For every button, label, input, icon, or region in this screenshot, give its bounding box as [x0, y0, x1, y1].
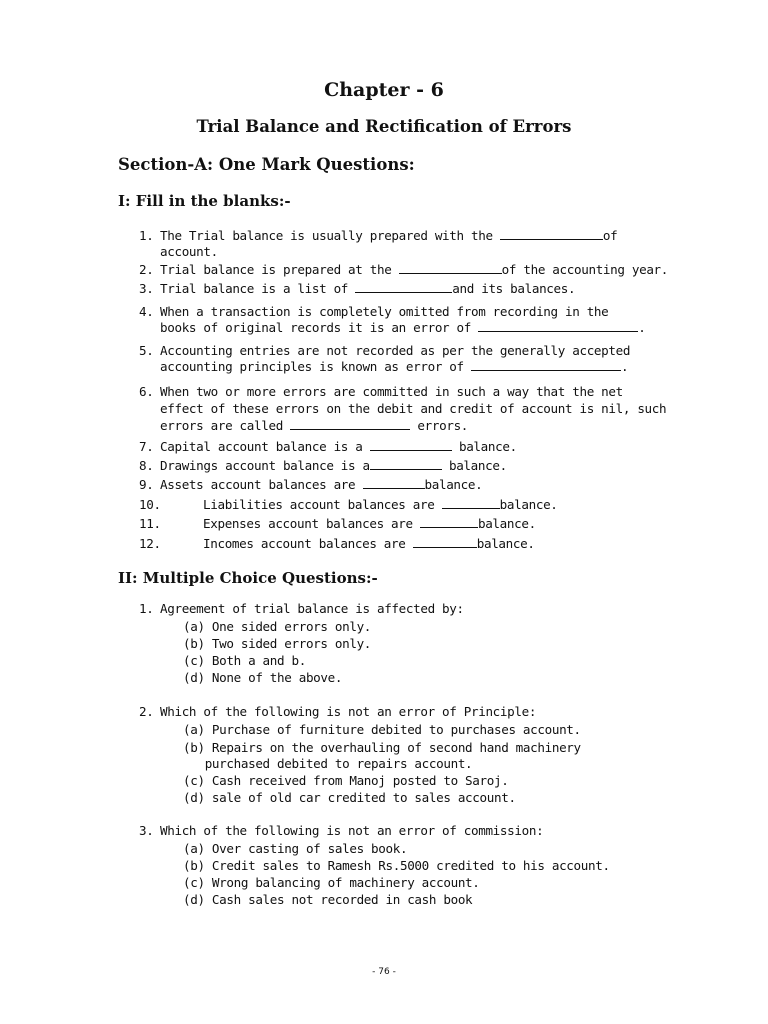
question-number: 1.: [139, 601, 154, 616]
answer-blank: [420, 516, 478, 528]
question-text: Trial balance is prepared at the: [160, 262, 399, 277]
list-item: [160, 458, 507, 474]
list-item: [160, 281, 575, 297]
list-item: When a transaction is completely omitted from recording in the: [160, 304, 609, 319]
answer-blank: [471, 359, 621, 371]
option-d: (d) Cash sales not recorded in cash book: [183, 892, 473, 907]
question-number: 1.: [139, 228, 154, 243]
list-item: When two or more errors are committed in such a way that the net: [160, 384, 623, 399]
answer-blank: [370, 458, 442, 470]
question-continuation: [160, 418, 468, 434]
question-number: 4.: [139, 304, 154, 319]
question-number: 12.: [139, 536, 161, 551]
question-text: balance.: [499, 497, 558, 512]
option-b: (b) Repairs on the overhauling of second hand machinery: [183, 740, 581, 755]
question-continuation: [160, 320, 645, 336]
option-d: (d) None of the above.: [183, 670, 343, 685]
question-text: balance.: [451, 439, 517, 454]
question-text: .: [638, 320, 646, 335]
question-text: books of original records it is an error of: [160, 320, 479, 335]
question-text: of the accounting year.: [501, 262, 669, 277]
question-text: Trial balance is a list of: [160, 281, 356, 296]
option-c: (c) Wrong balancing of machinery account.: [183, 875, 480, 890]
fill-blanks-heading: I: Fill in the blanks:-: [118, 192, 291, 210]
question-text: Capital account balance is a: [160, 439, 370, 454]
option-a: (a) Purchase of furniture debited to purchases account.: [183, 722, 581, 737]
list-item: [203, 497, 558, 513]
question-text: Which of the following is not an error of Principle:: [160, 704, 537, 719]
list-item: [203, 516, 536, 532]
question-text: Assets account balances are: [160, 477, 363, 492]
question-number: 11.: [139, 516, 161, 531]
question-text: balance.: [477, 516, 536, 531]
question-text: Incomes account balances are: [203, 536, 413, 551]
question-number: 6.: [139, 384, 154, 399]
question-text: Which of the following is not an error of commission:: [160, 823, 544, 838]
question-continuation: effect of these errors on the debit and credit of account is nil, such: [160, 401, 667, 416]
answer-blank: [290, 418, 410, 430]
option-b: (b) Credit sales to Ramesh Rs.5000 credited to his account.: [183, 858, 610, 873]
question-text: Expenses account balances are: [203, 516, 420, 531]
question-number: 8.: [139, 458, 154, 473]
question-number: 3.: [139, 281, 154, 296]
answer-blank: [355, 281, 452, 293]
list-item: [160, 439, 517, 455]
question-number: 7.: [139, 439, 154, 454]
answer-blank: [370, 439, 452, 451]
question-text: balance.: [424, 477, 483, 492]
question-text: .: [620, 359, 629, 374]
answer-blank: [399, 262, 502, 274]
list-item: [160, 262, 668, 278]
question-text: Agreement of trial balance is affected by:: [160, 601, 464, 616]
list-item: [203, 536, 535, 552]
question-number: 3.: [139, 823, 154, 838]
question-text: and its balances.: [452, 281, 576, 296]
list-item: [160, 228, 617, 244]
question-text: errors.: [410, 418, 469, 433]
question-continuation: account.: [160, 244, 218, 259]
question-text: accounting principles is known as error of: [160, 359, 471, 374]
answer-blank: [363, 477, 425, 489]
answer-blank: [442, 497, 500, 509]
question-number: 5.: [139, 343, 154, 358]
answer-blank: [500, 228, 603, 240]
option-d: (d) sale of old car credited to sales account.: [183, 790, 516, 805]
option-a: (a) Over casting of sales book.: [183, 841, 408, 856]
option-a: (a) One sided errors only.: [183, 619, 372, 634]
question-text: balance.: [476, 536, 535, 551]
question-text: balance.: [441, 458, 507, 473]
option-c: (c) Cash received from Manoj posted to Saroj.: [183, 773, 509, 788]
question-number: 2.: [139, 704, 154, 719]
page-number: - 76 -: [372, 967, 396, 977]
question-number: 9.: [139, 477, 154, 492]
section-heading: Section-A: One Mark Questions:: [118, 155, 415, 174]
question-text: The Trial balance is usually prepared with the: [160, 228, 500, 243]
mcq-heading: II: Multiple Choice Questions:-: [118, 569, 378, 587]
question-text: Liabilities account balances are: [203, 497, 442, 512]
option-b: (b) Two sided errors only.: [183, 636, 372, 651]
answer-blank: [413, 536, 477, 548]
question-text: errors are called: [160, 418, 291, 433]
question-number: 2.: [139, 262, 154, 277]
question-text: of: [602, 228, 618, 243]
question-continuation: [160, 359, 628, 375]
option-b-continuation: purchased debited to repairs account.: [183, 756, 473, 771]
list-item: Accounting entries are not recorded as per the generally accepted: [160, 343, 631, 358]
question-number: 10.: [139, 497, 161, 512]
question-text: Drawings account balance is a: [160, 458, 370, 473]
answer-blank: [478, 320, 638, 332]
option-c: (c) Both a and b.: [183, 653, 306, 668]
chapter-heading: Chapter - 6: [324, 79, 444, 101]
chapter-title: Trial Balance and Rectification of Errors: [196, 117, 572, 136]
list-item: [160, 477, 482, 493]
